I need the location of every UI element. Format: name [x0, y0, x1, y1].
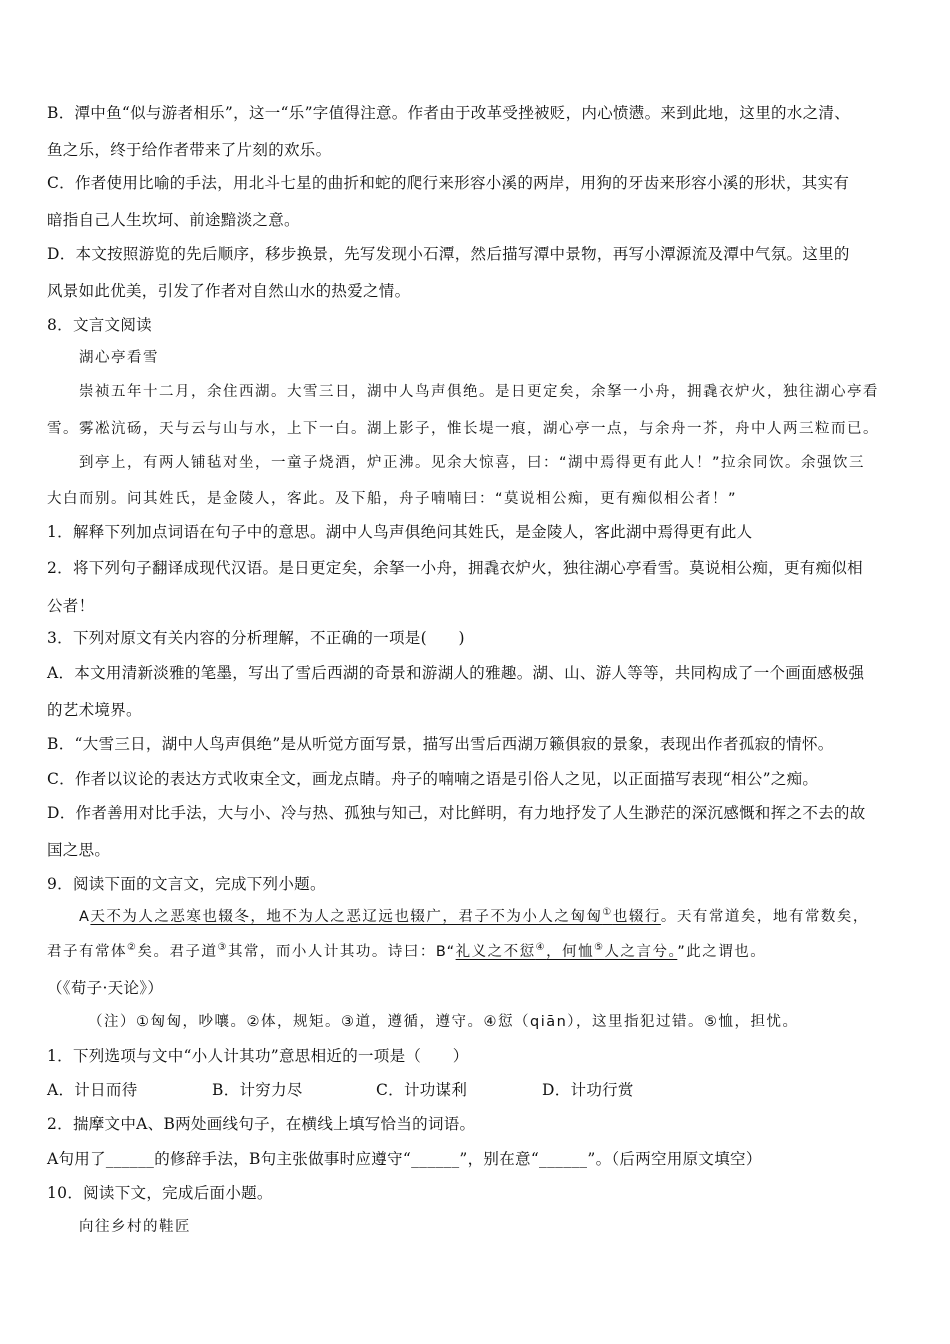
underlined-sentence-a: 天不为人之恶寒也辍冬，地不为人之恶辽远也辍广，君子不为小人之匈匈①也辍行 — [90, 907, 661, 925]
q9-option-a: A．计日而待 — [47, 1081, 138, 1099]
q9-passage-line1: A天不为人之恶寒也辍冬，地不为人之恶辽远也辍广，君子不为小人之匈匈①也辍行。天有常道矣，地有常数矣， — [79, 907, 869, 925]
q7-option-c-line2: 暗指自己人生坎坷、前途黯淡之意。 — [47, 211, 300, 229]
q8-option-a-line1: A．本文用清新淡雅的笔墨，写出了雪后西湖的奇景和游湖人的雅趣。湖、山、游人等等，共同构成了一个画面感极强 — [47, 664, 865, 682]
q8-option-d-line1: D．作者善用对比手法，大与小、冷与热、孤独与知己，对比鲜明，有力地抒发了人生渺茫的深沉感慨和挥之不去的故 — [47, 804, 866, 822]
q9-annotation: （注）①匈匈，吵嚷。②体，规矩。③道，遵循，遵守。④愆（qiān），这里指犯过错。⑤恤，担忧。 — [88, 1014, 799, 1030]
q8-passage-p2-line2: 大白而别。问其姓氏，是金陵人，客此。及下船，舟子喃喃曰：“莫说相公痴，更有痴似相公者！” — [47, 491, 738, 507]
q9-option-c: C．计功谋利 — [376, 1081, 468, 1099]
q7-option-d-line2: 风景如此优美，引发了作者对自然山水的热爱之情。 — [47, 282, 411, 300]
q9-fill-blank: A句用了______的修辞手法，B句主张做事时应遵守“______”，别在意“______”。（后两空用原文填空） — [47, 1150, 762, 1168]
q10-heading: 10．阅读下文，完成后面小题。 — [47, 1184, 273, 1202]
q7-option-b-line2: 鱼之乐，终于给作者带来了片刻的欢乐。 — [47, 141, 332, 159]
underlined-sentence-b: 礼义之不愆④，何恤⑤人之言兮。 — [455, 942, 678, 960]
q7-option-b-line1: B．潭中鱼“似与游者相乐”，这一“乐”字值得注意。作者由于改革受挫被贬，内心愤懑。来到此地，这里的水之清、 — [47, 104, 850, 122]
q9-heading: 9．阅读下面的文言文，完成下列小题。 — [47, 875, 326, 893]
q9-source: （《荀子·天论》） — [47, 979, 164, 997]
q9-subq1: 1．下列选项与文中“小人计其功”意思相近的一项是（ ） — [47, 1047, 469, 1065]
q8-option-c: C．作者以议论的表达方式收束全文，画龙点睛。舟子的喃喃之语是引俗人之见，以正面描写表现“相公”之痴。 — [47, 770, 819, 788]
q7-option-d-line1: D．本文按照游览的先后顺序，移步换景，先写发现小石潭，然后描写潭中景物，再写小潭源流及潭中气氛。这里的 — [47, 245, 850, 263]
q8-subq2-line1: 2．将下列句子翻译成现代汉语。是日更定矣，余拏一小舟，拥毳衣炉火，独往湖心亭看雪。莫说相公痴，更有痴似相 — [47, 559, 863, 577]
q8-passage-p1-line1: 崇祯五年十二月，余住西湖。大雪三日，湖中人鸟声俱绝。是日更定矣，余拏一小舟，拥毳衣炉火，独往湖心亭看 — [79, 384, 879, 400]
q9-option-b: B．计穷力尽 — [212, 1081, 303, 1099]
q8-passage-p1-line2: 雪。雾凇沆砀，天与云与山与水，上下一白。湖上影子，惟长堤一痕，湖心亭一点，与余舟一芥，舟中人两三粒而已。 — [47, 421, 879, 437]
q8-option-b: B．“大雪三日，湖中人鸟声俱绝”是从听觉方面写景，描写出雪后西湖万籁俱寂的景象，表现出作者孤寂的情怀。 — [47, 735, 834, 753]
q8-heading: 8．文言文阅读 — [47, 316, 152, 334]
q8-passage-title: 湖心亭看雪 — [79, 350, 159, 366]
q8-subq2-line2: 公者！ — [47, 597, 95, 615]
q8-option-d-line2: 国之思。 — [47, 841, 111, 859]
q8-passage-p2-line1: 到亭上，有两人铺毡对坐，一童子烧酒，炉正沸。见余大惊喜，曰：“湖中焉得更有此人！”拉余同饮。余强饮三 — [79, 455, 866, 471]
q8-option-a-line2: 的艺术境界。 — [47, 701, 142, 719]
q9-passage-line2: 君子有常体②矣。君子道③其常，而小人计其功。诗曰：B“礼义之不愆④，何恤⑤人之言兮。”此之谓也。 — [47, 942, 767, 960]
q8-subq1: 1．解释下列加点词语在句子中的意思。湖中人鸟声俱绝问其姓氏，是金陵人，客此湖中焉得更有此人 — [47, 523, 753, 541]
q9-subq2: 2．揣摩文中A、B两处画线句子，在横线上填写恰当的词语。 — [47, 1115, 476, 1133]
mark-a: A — [79, 909, 91, 925]
q8-subq3: 3．下列对原文有关内容的分析理解，不正确的一项是( ) — [47, 629, 465, 647]
q10-passage-title: 向往乡村的鞋匠 — [79, 1219, 191, 1235]
q7-option-c-line1: C．作者使用比喻的手法，用北斗七星的曲折和蛇的爬行来形容小溪的两岸，用狗的牙齿来形容小溪的形状，其实有 — [47, 174, 850, 192]
q9-option-d: D．计功行赏 — [542, 1081, 634, 1099]
